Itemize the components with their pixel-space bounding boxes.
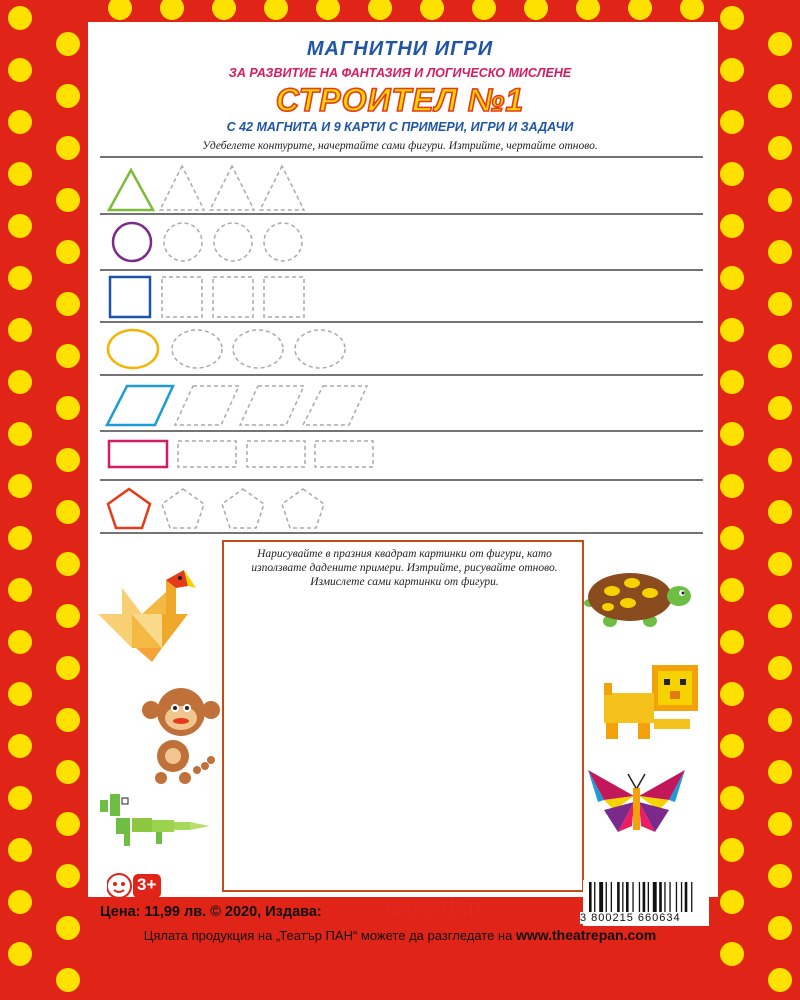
border-dot	[56, 552, 80, 576]
barcode-bar	[589, 882, 592, 912]
border-dot	[720, 682, 744, 706]
barcode-bar	[643, 882, 646, 912]
barcode-bar	[611, 882, 612, 912]
turtle-illustration	[580, 563, 695, 633]
barcode-bar	[676, 882, 677, 912]
border-dot	[768, 604, 792, 628]
border-dot	[8, 942, 32, 966]
border-dot	[768, 864, 792, 888]
barcode-bar	[594, 882, 595, 912]
barcode-bar	[669, 882, 670, 912]
drawing-instruction: Нарисувайте в празния квадрат картинки от фигури, като използвате дадените примери. Изтрийте, рисувайте отново. Измислете сами картинки от фигури.	[251, 548, 558, 588]
border-dot	[768, 812, 792, 836]
barcode-bar	[681, 882, 682, 912]
border-dot	[56, 708, 80, 732]
series-subtitle: ЗА РАЗВИТИЕ НА ФАНТАЗИЯ И ЛОГИЧЕСКО МИСЛЕНЕ	[228, 66, 572, 80]
border-dot	[8, 630, 32, 654]
catalog-text: Цялата продукция на „Театър ПАН“ можете да разгледате на	[143, 928, 513, 943]
barcode-bar	[639, 882, 640, 912]
border-dot	[720, 630, 744, 654]
barcode-bar	[606, 882, 607, 912]
barcode-bar	[664, 882, 665, 912]
triangle-row	[109, 166, 304, 210]
website-link[interactable]: www.theatrepan.com	[515, 927, 657, 943]
border-dot	[720, 838, 744, 862]
barcode-bar	[626, 882, 629, 912]
border-dot	[8, 786, 32, 810]
barcode-bar	[617, 882, 620, 912]
tracing-instruction: Удебелете контурите, начертайте сами фигури. Изтрийте, чертайте отново.	[202, 140, 598, 152]
barcode-bar	[599, 882, 603, 912]
rectangle-row	[109, 441, 373, 467]
publisher-logo-pan: ПАН	[440, 898, 482, 919]
border-dot	[56, 968, 80, 992]
barcode-bar	[659, 882, 662, 912]
border-dot	[56, 864, 80, 888]
border-dot	[56, 760, 80, 784]
border-dot	[56, 656, 80, 680]
border-dot	[768, 708, 792, 732]
barcode-bar	[622, 882, 623, 912]
border-dot	[720, 890, 744, 914]
product-contents: С 42 МАГНИТА И 9 КАРТИ С ПРИМЕРИ, ИГРИ И ЗАДАЧИ	[226, 120, 574, 134]
border-dot	[768, 656, 792, 680]
oval-row	[108, 330, 345, 368]
square-row	[110, 277, 304, 317]
pentagon-row	[108, 489, 324, 528]
barcode-bar	[632, 882, 633, 912]
series-title: МАГНИТНИ ИГРИ	[306, 38, 494, 60]
border-dot	[56, 604, 80, 628]
drawing-box[interactable]	[222, 540, 584, 892]
border-dot	[56, 812, 80, 836]
crocodile-illustration	[96, 790, 216, 850]
circle-row	[113, 223, 302, 261]
barcode-bar	[691, 882, 692, 912]
publisher-logo-theatre: ТЕАТЪР	[384, 901, 441, 917]
border-dot	[720, 942, 744, 966]
lion-illustration	[602, 663, 702, 743]
rhombus-row	[107, 386, 367, 425]
publisher-logo	[384, 898, 482, 920]
product-title: СТРОИТЕЛ №1	[275, 82, 525, 118]
age-rating-text: 3+	[137, 875, 157, 894]
border-dot	[720, 578, 744, 602]
price-text: Цена: 11,99 лв. © 2020, Издава:	[100, 904, 322, 920]
border-dot	[8, 890, 32, 914]
barcode-number: 3 800215 660634	[580, 912, 681, 924]
border-dot	[768, 968, 792, 992]
border-dot	[8, 578, 32, 602]
monkey-illustration	[141, 688, 221, 788]
age-rating-badge	[107, 872, 163, 900]
barcode-bar	[648, 882, 649, 912]
border-dot	[720, 734, 744, 758]
footer-catalog-line	[0, 927, 800, 943]
border-dot	[8, 838, 32, 862]
border-dot	[720, 786, 744, 810]
swan-illustration	[92, 566, 202, 666]
barcode-bar	[653, 882, 657, 912]
border-dot	[8, 734, 32, 758]
butterfly-illustration	[584, 766, 689, 836]
border-dot	[8, 682, 32, 706]
border-dot	[768, 552, 792, 576]
barcode-bar	[685, 882, 688, 912]
border-dot	[768, 760, 792, 784]
